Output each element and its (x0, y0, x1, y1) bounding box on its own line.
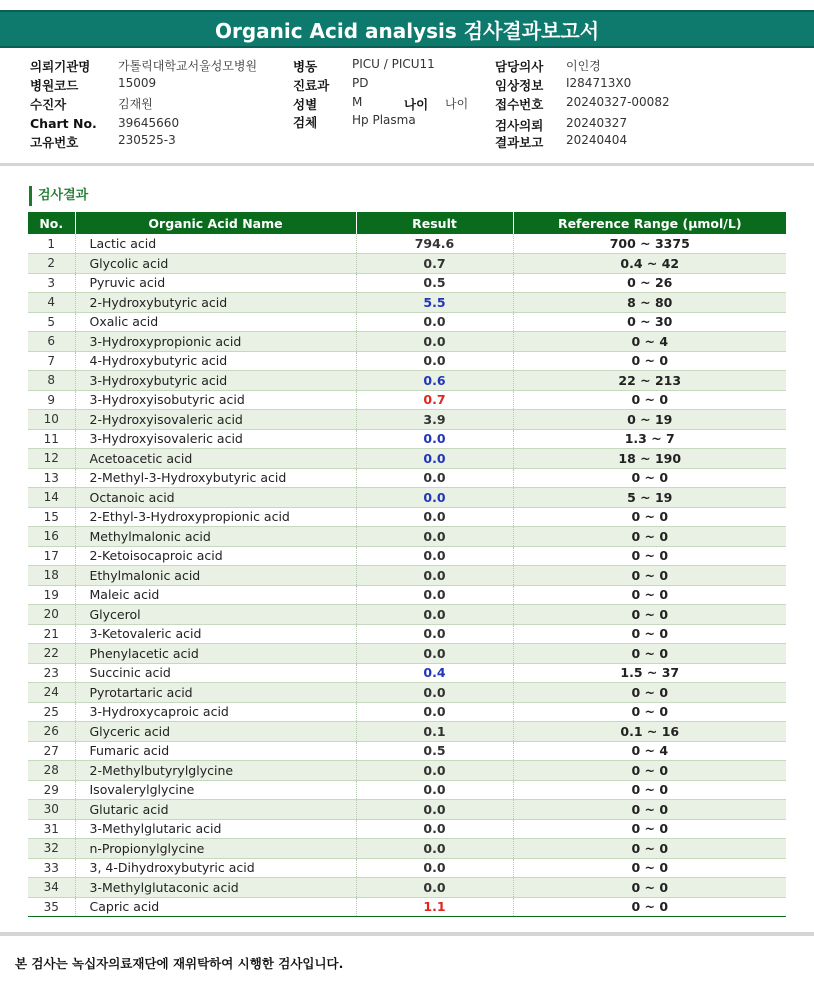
row-reference-range: 0 ~ 0 (513, 546, 786, 566)
row-acid-name: Phenylacetic acid (75, 644, 356, 664)
row-reference-range: 0 ~ 4 (513, 741, 786, 761)
footnote: 본 검사는 녹십자의료재단에 재위탁하여 시행한 검사입니다. (15, 956, 344, 971)
receiver-value: 김재원 (118, 97, 153, 111)
column-header-name: Organic Acid Name (75, 212, 356, 234)
table-row (28, 351, 786, 371)
ward-label: 병동 (293, 59, 318, 74)
row-acid-name: n-Propionylglycine (75, 839, 356, 859)
row-acid-name: 2-Ethyl-3-Hydroxypropionic acid (75, 507, 356, 527)
requesting-institution-label: 의뢰기관명 (30, 59, 91, 74)
result-report-value: 20240404 (566, 133, 628, 147)
row-reference-range: 0.1 ~ 16 (513, 722, 786, 742)
column-header-reference: Reference Range (μmol/L) (513, 212, 786, 234)
row-acid-name: Octanoic acid (75, 488, 356, 508)
row-result: 0.5 (356, 273, 513, 293)
row-no: 33 (28, 858, 75, 878)
table-row (28, 293, 786, 313)
row-no: 32 (28, 839, 75, 859)
doctor-label: 담당의사 (495, 59, 544, 74)
table-row (28, 429, 786, 449)
table-row (28, 761, 786, 781)
row-result: 0.0 (356, 527, 513, 547)
row-result: 794.6 (356, 234, 513, 254)
report-title: Organic Acid analysis 검사결과보고서 (0, 10, 814, 48)
row-result: 0.0 (356, 351, 513, 371)
hospital-code-value: 15009 (118, 76, 157, 90)
row-reference-range: 700 ~ 3375 (513, 234, 786, 254)
table-row (28, 566, 786, 586)
row-no: 25 (28, 702, 75, 722)
row-acid-name: Succinic acid (75, 663, 356, 683)
row-acid-name: Pyrotartaric acid (75, 683, 356, 703)
table-row (28, 527, 786, 547)
row-no: 5 (28, 312, 75, 332)
row-acid-name: 2-Hydroxyisovaleric acid (75, 410, 356, 430)
table-row (28, 449, 786, 469)
row-result: 0.0 (356, 566, 513, 586)
row-no: 10 (28, 410, 75, 430)
row-acid-name: Ethylmalonic acid (75, 566, 356, 586)
row-reference-range: 0 ~ 19 (513, 410, 786, 430)
unique-no-label: 고유번호 (30, 135, 79, 150)
row-no: 28 (28, 761, 75, 781)
row-acid-name: 2-Methyl-3-Hydroxybutyric acid (75, 468, 356, 488)
age-label: 나이 (404, 97, 429, 112)
row-reference-range: 8 ~ 80 (513, 293, 786, 313)
column-header-result: Result (356, 212, 513, 234)
row-no: 29 (28, 780, 75, 800)
table-row (28, 468, 786, 488)
row-no: 26 (28, 722, 75, 742)
row-acid-name: 3-Ketovaleric acid (75, 624, 356, 644)
row-result: 0.0 (356, 488, 513, 508)
row-reference-range: 1.5 ~ 37 (513, 663, 786, 683)
row-reference-range: 0 ~ 0 (513, 858, 786, 878)
hospital-code-label: 병원코드 (30, 78, 79, 93)
row-acid-name: Maleic acid (75, 585, 356, 605)
row-result: 0.7 (356, 390, 513, 410)
row-acid-name: 3-Hydroxycaproic acid (75, 702, 356, 722)
receipt-no-value: 20240327-00082 (566, 95, 670, 109)
row-reference-range: 0 ~ 0 (513, 683, 786, 703)
row-acid-name: Glutaric acid (75, 800, 356, 820)
row-acid-name: Pyruvic acid (75, 273, 356, 293)
row-result: 1.1 (356, 897, 513, 917)
row-acid-name: 2-Ketoisocaproic acid (75, 546, 356, 566)
row-no: 21 (28, 624, 75, 644)
row-acid-name: 3-Hydroxypropionic acid (75, 332, 356, 352)
table-row (28, 488, 786, 508)
table-row (28, 897, 786, 917)
row-reference-range: 0 ~ 0 (513, 390, 786, 410)
clinical-info-value: I284713X0 (566, 76, 632, 90)
table-header-row (28, 212, 786, 234)
row-no: 22 (28, 644, 75, 664)
table-row (28, 585, 786, 605)
row-result: 0.5 (356, 741, 513, 761)
row-no: 30 (28, 800, 75, 820)
row-result: 0.0 (356, 468, 513, 488)
result-report-label: 결과보고 (495, 135, 544, 150)
row-no: 1 (28, 234, 75, 254)
section-title: 검사결과 (29, 186, 88, 206)
department-label: 진료과 (293, 78, 330, 93)
row-acid-name: 3-Hydroxyisovaleric acid (75, 429, 356, 449)
row-acid-name: Lactic acid (75, 234, 356, 254)
row-no: 24 (28, 683, 75, 703)
row-acid-name: Fumaric acid (75, 741, 356, 761)
row-result: 3.9 (356, 410, 513, 430)
row-reference-range: 0 ~ 0 (513, 897, 786, 917)
row-acid-name: Glycolic acid (75, 254, 356, 274)
results-body (28, 234, 786, 917)
row-reference-range: 0 ~ 30 (513, 312, 786, 332)
row-reference-range: 0 ~ 0 (513, 761, 786, 781)
row-reference-range: 0 ~ 4 (513, 332, 786, 352)
row-reference-range: 0 ~ 0 (513, 566, 786, 586)
column-header-no: No. (28, 212, 75, 234)
row-reference-range: 0 ~ 0 (513, 507, 786, 527)
row-result: 0.0 (356, 312, 513, 332)
row-acid-name: Methylmalonic acid (75, 527, 356, 547)
row-result: 0.0 (356, 429, 513, 449)
table-row (28, 878, 786, 898)
row-result: 0.0 (356, 839, 513, 859)
row-result: 0.0 (356, 449, 513, 469)
row-no: 15 (28, 507, 75, 527)
requesting-institution-value: 가톨릭대학교서울성모병원 (118, 59, 258, 73)
table-row (28, 800, 786, 820)
row-acid-name: 3-Hydroxybutyric acid (75, 371, 356, 391)
table-row (28, 644, 786, 664)
row-no: 6 (28, 332, 75, 352)
row-acid-name: Acetoacetic acid (75, 449, 356, 469)
table-row (28, 663, 786, 683)
row-reference-range: 0 ~ 26 (513, 273, 786, 293)
row-result: 0.0 (356, 332, 513, 352)
row-reference-range: 0 ~ 0 (513, 605, 786, 625)
row-result: 0.0 (356, 878, 513, 898)
doctor-value: 이인경 (566, 59, 601, 73)
row-result: 0.7 (356, 254, 513, 274)
row-no: 17 (28, 546, 75, 566)
row-reference-range: 18 ~ 190 (513, 449, 786, 469)
row-no: 7 (28, 351, 75, 371)
row-reference-range: 0 ~ 0 (513, 527, 786, 547)
row-reference-range: 0 ~ 0 (513, 878, 786, 898)
table-row (28, 273, 786, 293)
row-no: 13 (28, 468, 75, 488)
table-row (28, 624, 786, 644)
row-no: 8 (28, 371, 75, 391)
row-acid-name: 3-Hydroxyisobutyric acid (75, 390, 356, 410)
row-no: 35 (28, 897, 75, 917)
row-no: 18 (28, 566, 75, 586)
table-row (28, 507, 786, 527)
row-acid-name: 4-Hydroxybutyric acid (75, 351, 356, 371)
table-row (28, 546, 786, 566)
receipt-no-label: 접수번호 (495, 97, 544, 112)
table-row (28, 819, 786, 839)
test-request-value: 20240327 (566, 116, 628, 130)
row-acid-name: 2-Hydroxybutyric acid (75, 293, 356, 313)
sex-value: M (352, 95, 363, 109)
row-acid-name: Isovalerylglycine (75, 780, 356, 800)
table-row (28, 234, 786, 254)
row-reference-range: 0 ~ 0 (513, 819, 786, 839)
row-result: 0.0 (356, 702, 513, 722)
row-no: 9 (28, 390, 75, 410)
specimen-value: Hp Plasma (352, 113, 416, 127)
age-value: 나이 (445, 97, 469, 111)
row-reference-range: 22 ~ 213 (513, 371, 786, 391)
table-row (28, 741, 786, 761)
row-result: 0.0 (356, 780, 513, 800)
row-reference-range: 0 ~ 0 (513, 839, 786, 859)
specimen-label: 검체 (293, 115, 318, 130)
chart-no-value: 39645660 (118, 116, 180, 130)
row-result: 0.0 (356, 644, 513, 664)
row-acid-name: Glycerol (75, 605, 356, 625)
row-reference-range: 0 ~ 0 (513, 644, 786, 664)
table-row (28, 702, 786, 722)
row-no: 34 (28, 878, 75, 898)
row-result: 5.5 (356, 293, 513, 313)
header-divider (0, 163, 814, 166)
row-reference-range: 0.4 ~ 42 (513, 254, 786, 274)
row-no: 31 (28, 819, 75, 839)
patient-info (0, 55, 814, 150)
row-result: 0.6 (356, 371, 513, 391)
row-result: 0.0 (356, 546, 513, 566)
table-row (28, 605, 786, 625)
row-result: 0.4 (356, 663, 513, 683)
row-reference-range: 0 ~ 0 (513, 624, 786, 644)
row-result: 0.0 (356, 683, 513, 703)
row-no: 23 (28, 663, 75, 683)
table-row (28, 858, 786, 878)
row-no: 4 (28, 293, 75, 313)
row-no: 14 (28, 488, 75, 508)
row-result: 0.1 (356, 722, 513, 742)
row-reference-range: 0 ~ 0 (513, 468, 786, 488)
row-result: 0.0 (356, 605, 513, 625)
table-row (28, 371, 786, 391)
row-result: 0.0 (356, 800, 513, 820)
results-table (28, 212, 786, 917)
row-no: 2 (28, 254, 75, 274)
chart-no-label: Chart No. (30, 116, 97, 131)
row-reference-range: 0 ~ 0 (513, 702, 786, 722)
row-acid-name: 2-Methylbutyrylglycine (75, 761, 356, 781)
receiver-label: 수진자 (30, 97, 67, 112)
row-result: 0.0 (356, 507, 513, 527)
sex-label: 성별 (293, 97, 318, 112)
row-no: 16 (28, 527, 75, 547)
table-row (28, 410, 786, 430)
row-no: 12 (28, 449, 75, 469)
row-reference-range: 0 ~ 0 (513, 800, 786, 820)
row-reference-range: 0 ~ 0 (513, 585, 786, 605)
row-reference-range: 1.3 ~ 7 (513, 429, 786, 449)
table-row (28, 312, 786, 332)
table-row (28, 332, 786, 352)
department-value: PD (352, 76, 369, 90)
row-acid-name: 3-Methylglutaric acid (75, 819, 356, 839)
row-result: 0.0 (356, 585, 513, 605)
row-acid-name: 3-Methylglutaconic acid (75, 878, 356, 898)
table-row (28, 683, 786, 703)
row-no: 19 (28, 585, 75, 605)
row-result: 0.0 (356, 624, 513, 644)
footer-divider (0, 932, 814, 936)
unique-no-value: 230525-3 (118, 133, 176, 147)
table-row (28, 839, 786, 859)
row-no: 20 (28, 605, 75, 625)
row-reference-range: 0 ~ 0 (513, 351, 786, 371)
row-no: 27 (28, 741, 75, 761)
table-row (28, 390, 786, 410)
row-result: 0.0 (356, 819, 513, 839)
row-acid-name: Oxalic acid (75, 312, 356, 332)
row-acid-name: Capric acid (75, 897, 356, 917)
row-result: 0.0 (356, 761, 513, 781)
row-result: 0.0 (356, 858, 513, 878)
row-acid-name: Glyceric acid (75, 722, 356, 742)
table-row (28, 722, 786, 742)
row-acid-name: 3, 4-Dihydroxybutyric acid (75, 858, 356, 878)
row-reference-range: 5 ~ 19 (513, 488, 786, 508)
table-row (28, 254, 786, 274)
table-row (28, 780, 786, 800)
row-no: 11 (28, 429, 75, 449)
test-request-label: 검사의뢰 (495, 118, 544, 133)
row-no: 3 (28, 273, 75, 293)
row-reference-range: 0 ~ 0 (513, 780, 786, 800)
clinical-info-label: 임상정보 (495, 78, 544, 93)
ward-value: PICU / PICU11 (352, 57, 435, 71)
